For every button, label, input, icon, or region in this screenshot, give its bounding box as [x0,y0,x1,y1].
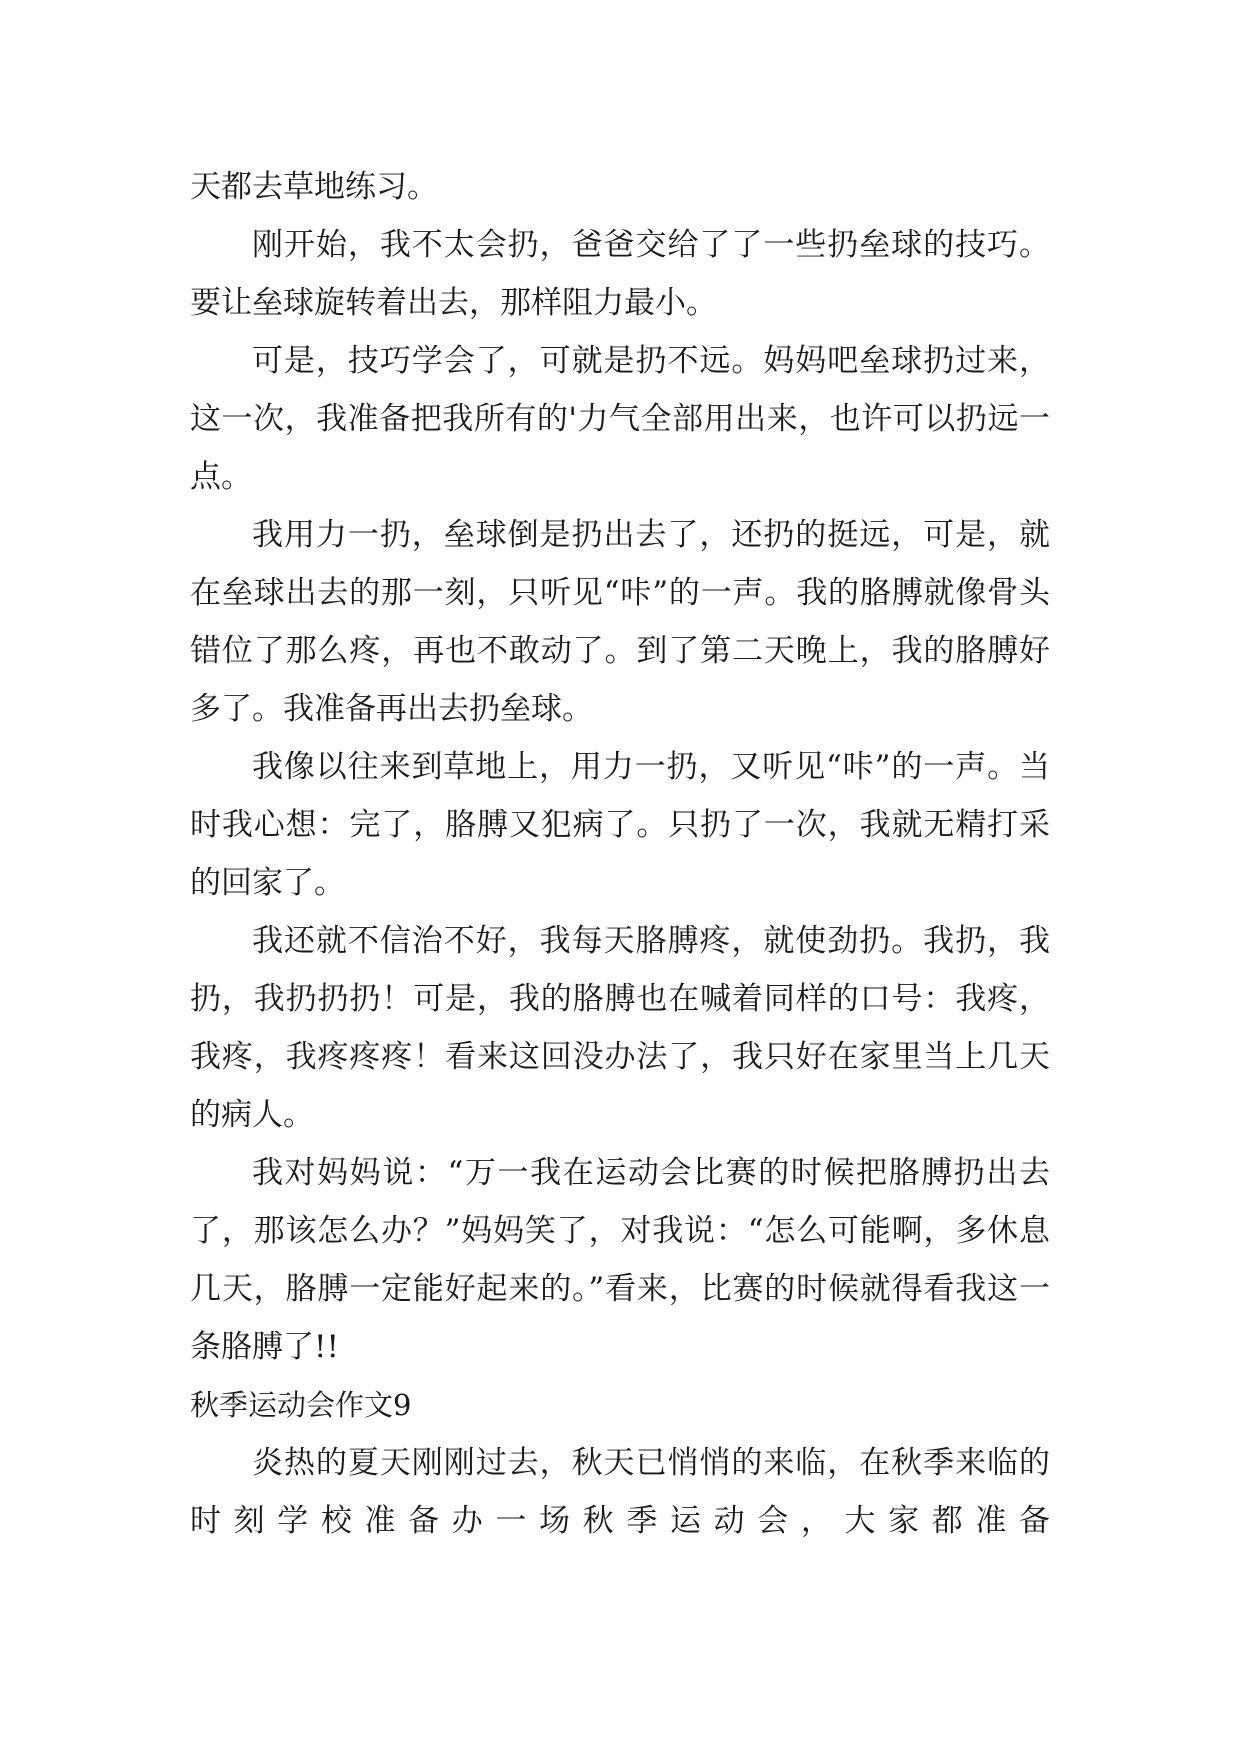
paragraph-throw-far: 可是，技巧学会了，可就是扔不远。妈妈吧垒球扔过来，这一次，我准备把我所有的'力气全部用出来，也许可以扔远一点。 [190,343,1050,495]
paragraph-continuation: 天都去草地练习。 [190,169,438,205]
paragraph-autumn-intro: 炎热的夏天刚刚过去，秋天已悄悄的来临，在秋季来临的时刻学校准备办一场秋季运动会，大家都准备 [190,1445,1050,1539]
paragraph-talk-with-mom: 我对妈妈说：“万一我在运动会比赛的时候把胳膊扔出去了，那该怎么办？”妈妈笑了，对我说：“怎么可能啊，多休息几天，胳膊一定能好起来的。”看来，比赛的时候就得看我这一条胳膊了!! [190,1155,1050,1365]
section-title: 秋季运动会作文9 [190,1388,412,1422]
paragraph-throwing-tips: 刚开始，我不太会扔，爸爸交给了了一些扔垒球的技巧。要让垒球旋转着出去，那样阻力最小。 [190,227,1050,321]
paragraph-arm-hurt: 我用力一扔，垒球倒是扔出去了，还扔的挺远，可是，就在垒球出去的那一刻，只听见“咔”的一声。我的胳膊就像骨头错位了那么疼，再也不敢动了。到了第二天晚上，我的胳膊好多了。我准备再出去扔垒球。 [190,517,1050,727]
paragraph-keep-throwing: 我还就不信治不好，我每天胳膊疼，就使劲扔。我扔，我扔，我扔扔扔！可是，我的胳膊也在喊着同样的口号：我疼，我疼，我疼疼疼！看来这回没办法了，我只好在家里当上几天的病人。 [190,923,1050,1133]
paragraph-arm-hurt-again: 我像以往来到草地上，用力一扔，又听见“咔”的一声。当时我心想：完了，胳膊又犯病了。只扔了一次，我就无精打采的回家了。 [190,749,1050,901]
document-body [190,158,1050,1550]
